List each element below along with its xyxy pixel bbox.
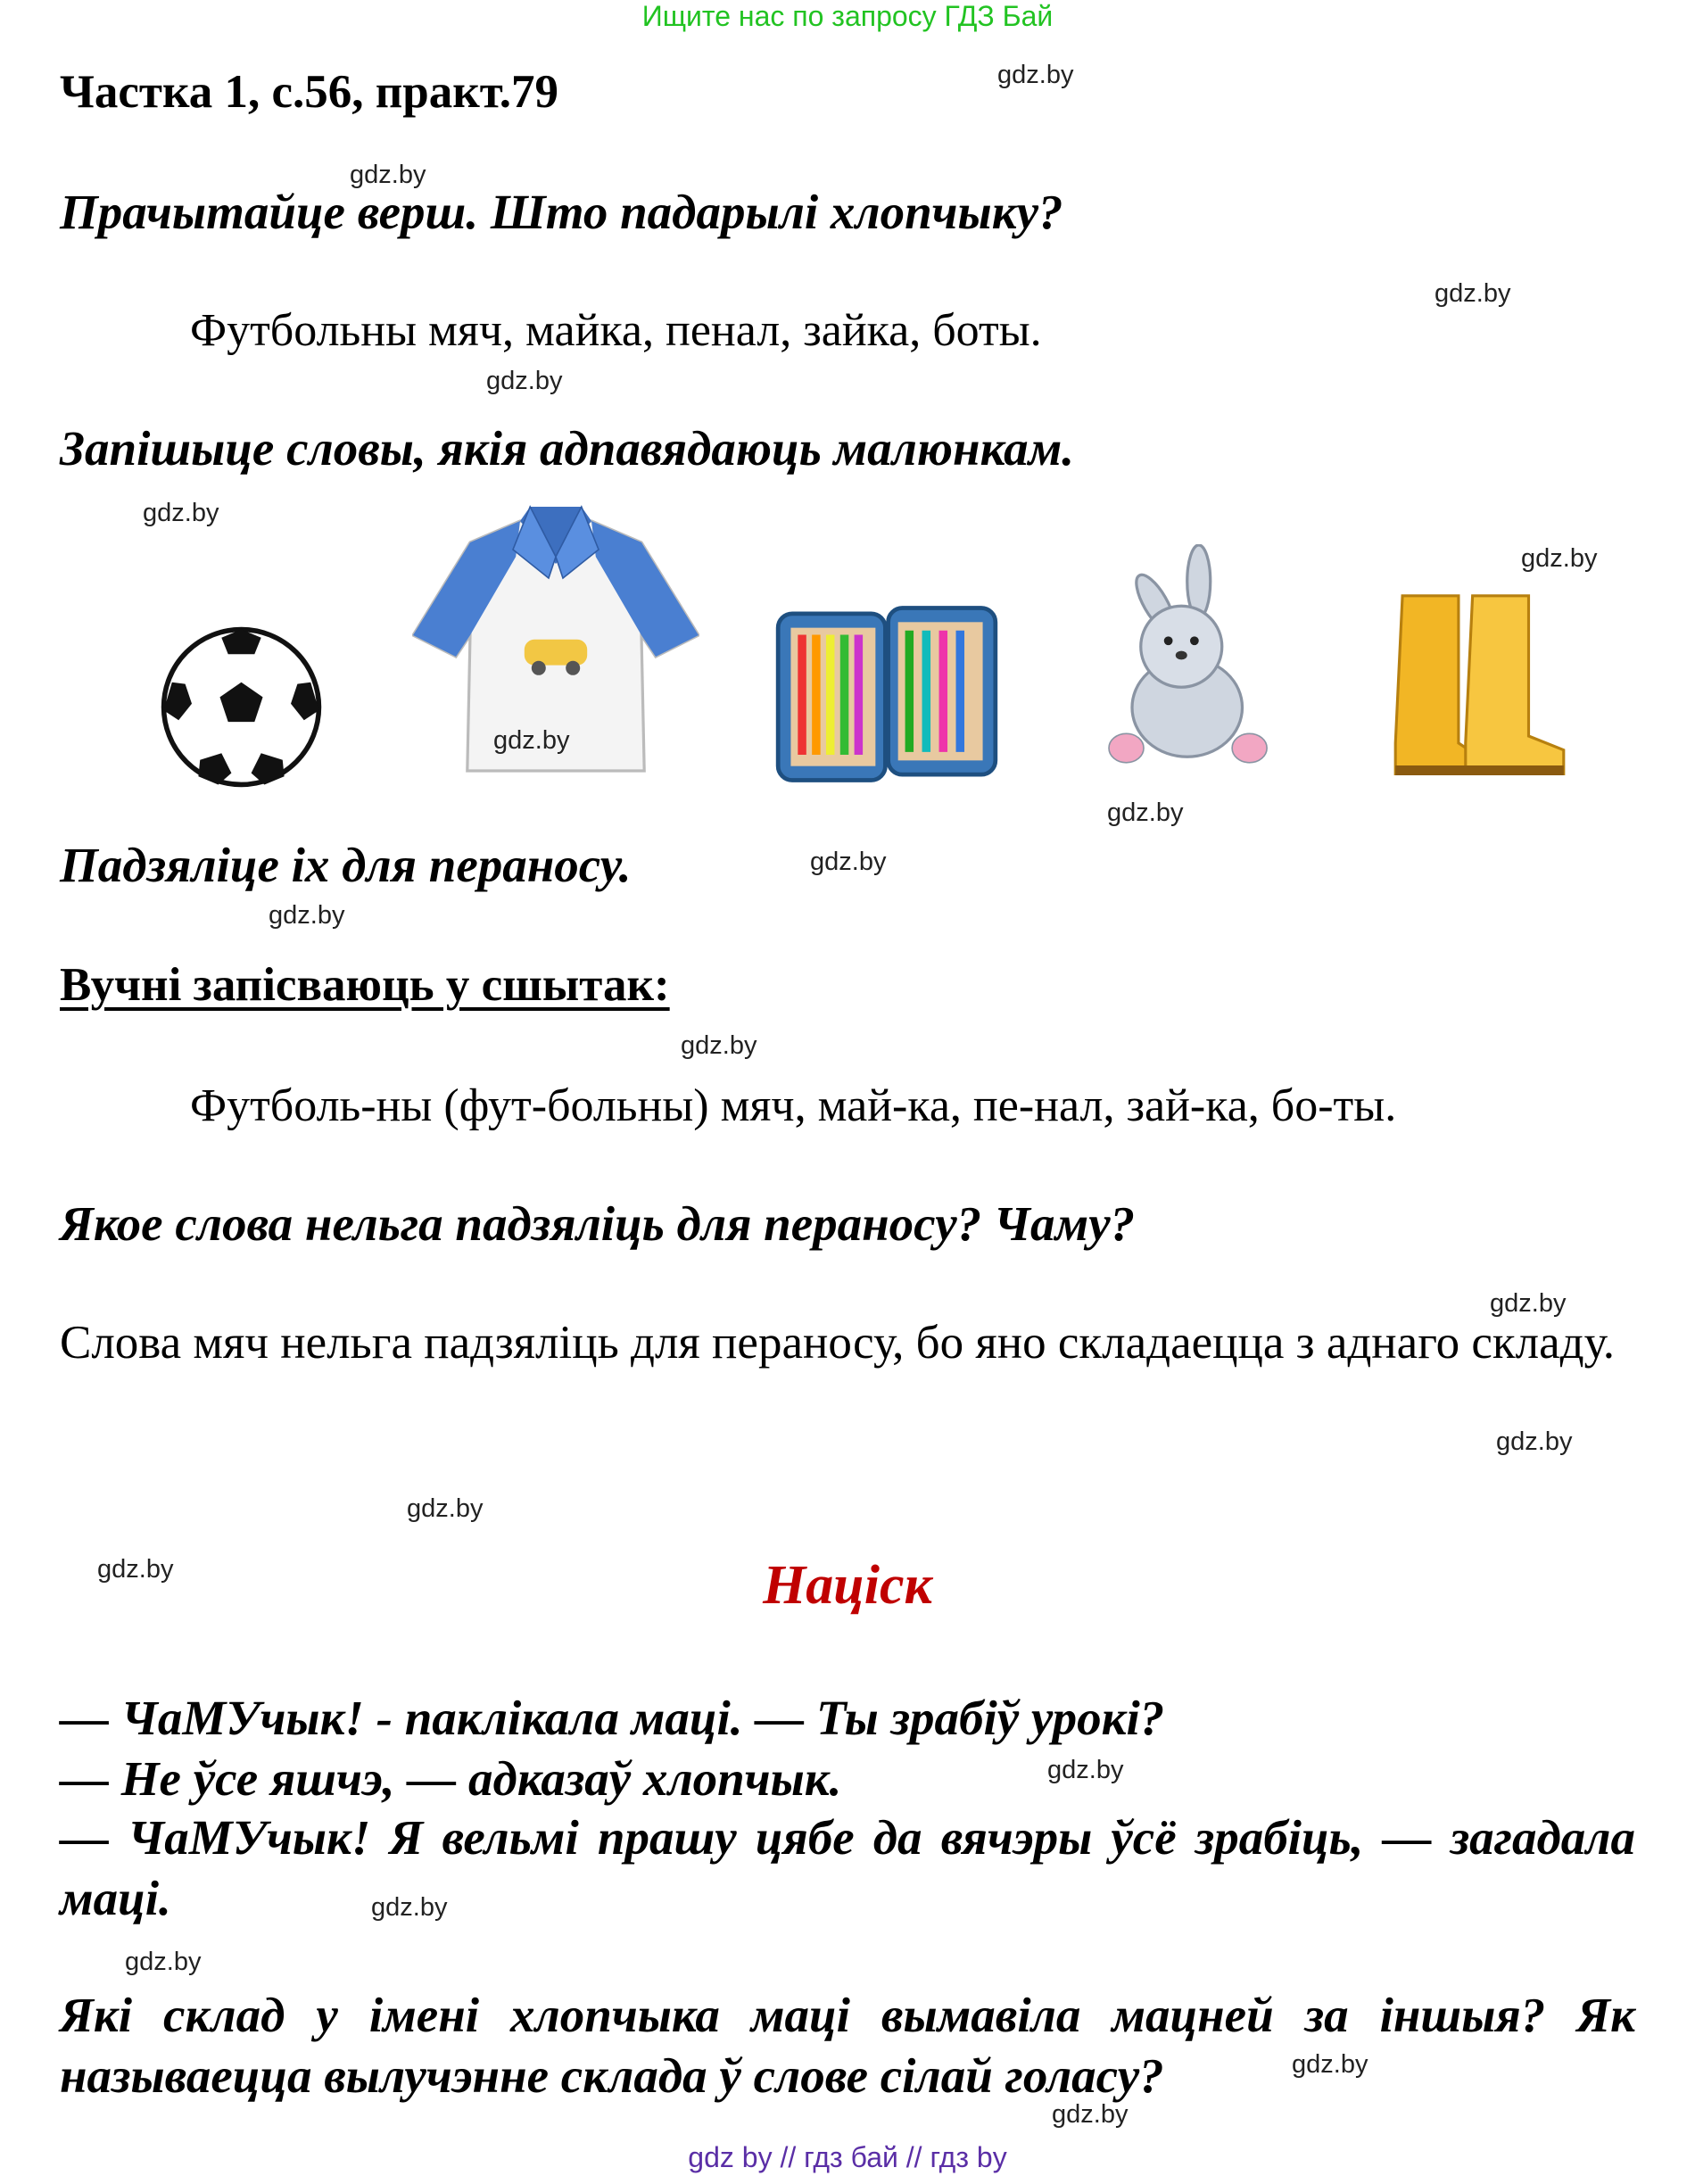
question-1: Прачытайце верш. Што падарылі хлопчыку?	[60, 185, 1063, 239]
watermark: gdz.by	[269, 901, 345, 930]
question-3: Падзяліце іх для пераносу.	[60, 838, 632, 892]
pencil-case-image	[773, 600, 1000, 789]
watermark: gdz.by	[1292, 2050, 1368, 2079]
question-5: Які склад у імені хлопчыка маці вымавіла мацней за іншыя? Як называецца вылучэнне склада ў слове сілай голасу?	[60, 1988, 1635, 2103]
watermark: gdz.by	[1496, 1427, 1573, 1456]
watermark: gdz.by	[371, 1893, 448, 1922]
watermark: gdz.by	[1107, 798, 1184, 827]
watermark: gdz.by	[681, 1031, 757, 1060]
watermark: gdz.by	[350, 161, 426, 189]
watermark: gdz.by	[1435, 279, 1511, 308]
football-ball-image	[159, 625, 324, 790]
dialogue-line: — Не ўсе яшчэ, — адказаў хлопчык.	[60, 1751, 842, 1806]
dialogue-line: — ЧаМУчык! Я вельмі прашу цябе да вячэры ўсё зрабіць, — загадала маці.	[60, 1810, 1635, 1925]
answer-4: Слова мяч нельга падзяліць для пераносу, бо яно складаецца з аднаго складу.	[60, 1317, 1616, 1369]
watermark: gdz.by	[97, 1555, 174, 1584]
answer-1: Футбольны мяч, майка, пенал, зайка, боты.	[190, 305, 1042, 356]
question-2: Запішыце словы, якія адпавядаюць малюнкам.	[60, 421, 1075, 476]
watermark: gdz.by	[1052, 2100, 1129, 2129]
watermark: gdz.by	[1521, 544, 1598, 573]
watermark: gdz.by	[407, 1494, 484, 1523]
watermark: gdz.by	[997, 61, 1074, 89]
watermark: gdz.by	[493, 726, 570, 755]
watermark: gdz.by	[810, 848, 887, 876]
search-banner: Ищите нас по запросу ГДЗ Бай	[641, 0, 1054, 32]
students-write-heading: Вучні запісваюць у сшытак:	[60, 959, 670, 1011]
footer-links[interactable]: gdz by // гдз бай // гдз by	[688, 2141, 1007, 2173]
page-title: Частка 1, с.56, практ.79	[60, 66, 559, 118]
watermark: gdz.by	[125, 1948, 202, 1976]
watermark: gdz.by	[486, 367, 563, 395]
bunny-toy-image	[1097, 544, 1271, 778]
watermark: gdz.by	[143, 499, 219, 527]
answer-2: Футболь-ны (фут-больны) мяч, май-ка, пе-нал, зай-ка, бо-ты.	[190, 1080, 1397, 1131]
question-4: Якое слова нельга падзяліць для пераносу? Чаму?	[60, 1196, 1136, 1251]
dialogue-line: — ЧаМУчык! - паклікала маці. — Ты зрабіў урокі?	[60, 1691, 1165, 1745]
rubber-boots-image	[1388, 589, 1571, 785]
watermark: gdz.by	[1047, 1756, 1124, 1784]
watermark: gdz.by	[1490, 1289, 1567, 1318]
section-title: Націск	[763, 1555, 932, 1616]
